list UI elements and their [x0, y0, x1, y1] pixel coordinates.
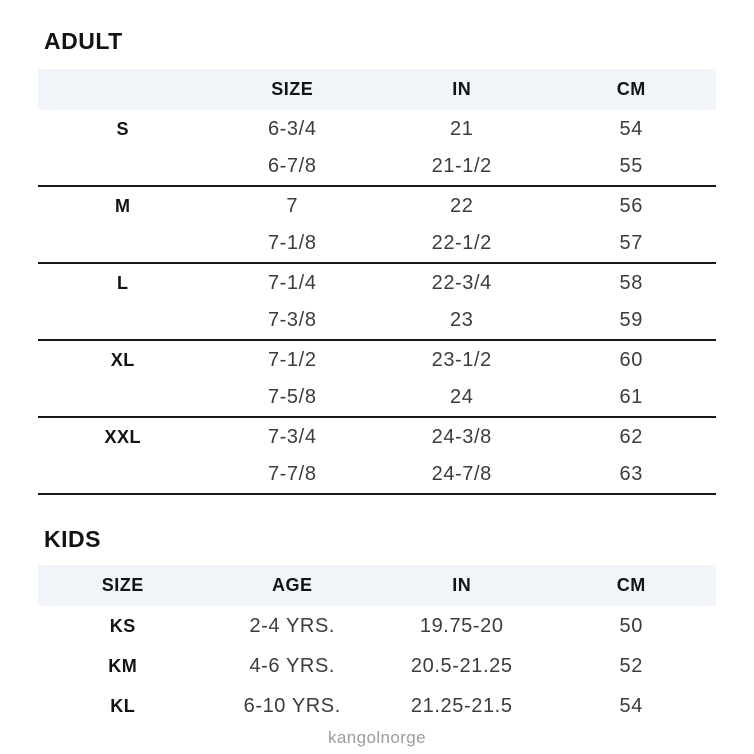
kids-header-cm: CM [616, 575, 646, 595]
size-group-label: XXL [104, 426, 141, 447]
table-row [38, 303, 716, 342]
table-row [38, 149, 716, 188]
kids-header-size: SIZE [101, 575, 144, 595]
size-value: 7-3/4 [267, 425, 317, 448]
kids-size-label: KS [109, 615, 136, 636]
age-value: 4-6 YRS. [249, 654, 336, 677]
size-group-label: S [116, 118, 129, 139]
kids-size-table [38, 565, 716, 726]
table-row [38, 187, 716, 226]
cm-value: 56 [619, 194, 643, 217]
size-value: 6-3/4 [267, 117, 317, 140]
size-value: 7-5/8 [267, 386, 317, 409]
size-value: 6-7/8 [267, 155, 317, 178]
adult-header-size: SIZE [271, 79, 314, 99]
inches-value: 24-3/8 [431, 425, 492, 448]
inches-value: 21 [450, 117, 474, 140]
kids-header-age: AGE [271, 575, 313, 595]
table-row [38, 264, 716, 303]
kids-table-header-row [38, 565, 716, 606]
table-row [38, 606, 716, 646]
age-value: 6-10 YRS. [243, 694, 341, 717]
table-row [38, 226, 716, 265]
inches-value: 22-3/4 [431, 271, 492, 294]
table-row [38, 110, 716, 149]
cm-value: 60 [619, 348, 643, 371]
size-group-label: M [115, 195, 131, 216]
cm-value: 61 [619, 386, 643, 409]
site-watermark: kangolnorge [328, 728, 426, 747]
size-value: 7 [286, 194, 299, 217]
size-value: 7-3/8 [267, 309, 317, 332]
size-group-label: XL [110, 349, 135, 370]
kids-header-in: IN [452, 575, 472, 595]
inches-value: 22 [450, 194, 474, 217]
kids-size-label: KM [108, 655, 138, 676]
adult-size-table [38, 69, 716, 495]
adult-section-title: ADULT [44, 28, 123, 54]
kids-section-title: KIDS [44, 526, 101, 552]
age-value: 2-4 YRS. [249, 614, 336, 637]
cm-value: 54 [619, 694, 643, 717]
cm-value: 52 [619, 654, 643, 677]
size-value: 7-7/8 [267, 463, 317, 486]
cm-value: 54 [619, 117, 643, 140]
cm-value: 55 [619, 155, 643, 178]
kids-size-label: KL [110, 695, 136, 716]
inches-value: 19.75-20 [419, 614, 504, 637]
inches-value: 23-1/2 [431, 348, 492, 371]
table-row [38, 686, 716, 726]
adult-table-header-row [38, 69, 716, 110]
inches-value: 21-1/2 [431, 155, 492, 178]
table-row [38, 341, 716, 380]
table-row [38, 380, 716, 419]
inches-value: 23 [450, 309, 474, 332]
inches-value: 24-7/8 [431, 463, 492, 486]
cm-value: 50 [619, 614, 643, 637]
size-value: 7-1/8 [267, 232, 317, 255]
size-group-label: L [117, 272, 129, 293]
inches-value: 20.5-21.25 [410, 654, 513, 677]
table-row [38, 646, 716, 686]
cm-value: 62 [619, 425, 643, 448]
cm-value: 63 [619, 463, 643, 486]
inches-value: 22-1/2 [431, 232, 492, 255]
cm-value: 57 [619, 232, 643, 255]
table-row [38, 457, 716, 496]
cm-value: 58 [619, 271, 643, 294]
table-row [38, 418, 716, 457]
size-value: 7-1/4 [267, 271, 317, 294]
size-value: 7-1/2 [267, 348, 317, 371]
inches-value: 21.25-21.5 [410, 694, 513, 717]
adult-header-cm: CM [616, 79, 646, 99]
inches-value: 24 [450, 386, 474, 409]
adult-header-in: IN [452, 79, 472, 99]
cm-value: 59 [619, 309, 643, 332]
